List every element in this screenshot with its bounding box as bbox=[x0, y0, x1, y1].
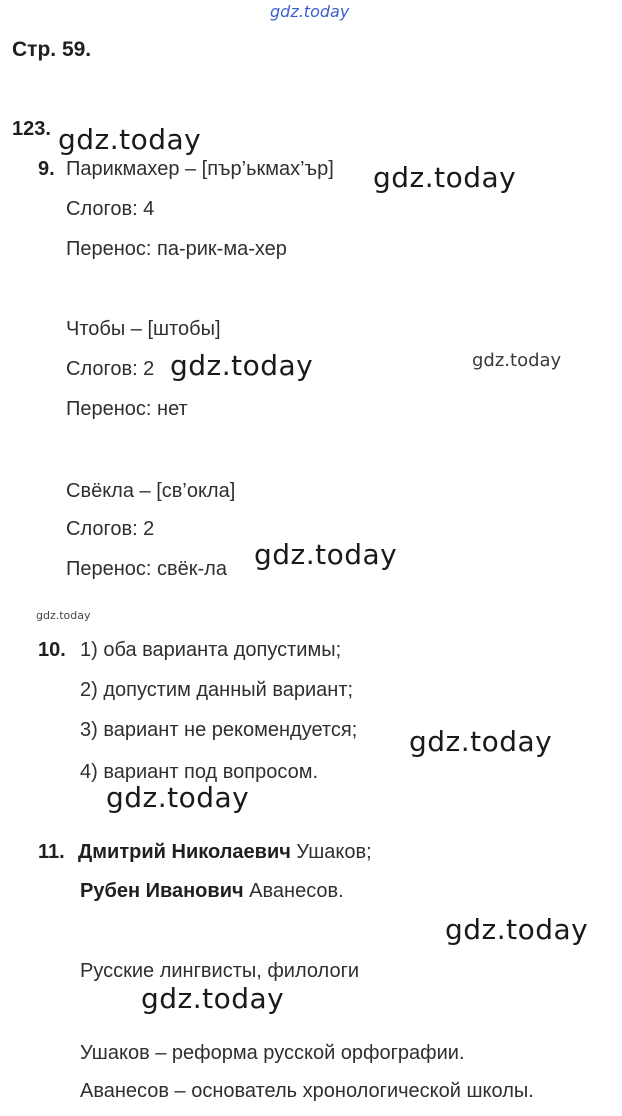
list-item: 4) вариант под вопросом. bbox=[80, 761, 319, 783]
syllable-count: Слогов: 4 bbox=[66, 198, 155, 220]
watermark-top: gdz.today bbox=[270, 2, 350, 21]
answer-line: Русские лингвисты, филологи bbox=[80, 960, 360, 982]
word-line bbox=[66, 157, 334, 181]
word-line bbox=[66, 317, 221, 341]
hyphenation: Перенос: па-рик-ма-хер bbox=[66, 238, 287, 260]
watermark-small: gdz.today bbox=[36, 609, 91, 622]
name-bold: Рубен Иванович bbox=[80, 880, 244, 902]
answer-line: Ушаков – реформа русской орфографии. bbox=[80, 1042, 465, 1064]
name-bold: Дмитрий Николаевич bbox=[78, 841, 291, 863]
syllable-count: Слогов: 2 bbox=[66, 358, 155, 380]
watermark: gdz.today bbox=[170, 349, 314, 382]
question-number-9: 9. bbox=[38, 158, 55, 180]
word-line bbox=[66, 479, 235, 503]
word: Свёкла bbox=[66, 480, 134, 502]
transcription: – [пър’ькмах’ър] bbox=[179, 158, 334, 180]
watermark: gdz.today bbox=[409, 725, 553, 758]
surname: Аванесов. bbox=[243, 880, 344, 902]
transcription: – [св’окла] bbox=[133, 480, 236, 502]
question-number-10: 10. bbox=[38, 639, 66, 661]
word: Парикмахер bbox=[66, 158, 180, 180]
hyphenation: Перенос: свёк-ла bbox=[66, 558, 227, 580]
answer-line: Аванесов – основатель хронологической школы. bbox=[80, 1080, 534, 1102]
syllable-count: Слогов: 2 bbox=[66, 518, 155, 540]
watermark: gdz.today bbox=[106, 781, 250, 814]
answer-line bbox=[78, 840, 372, 864]
watermark: gdz.today bbox=[472, 350, 562, 371]
watermark: gdz.today bbox=[373, 161, 517, 194]
answer-line bbox=[80, 879, 344, 903]
watermark: gdz.today bbox=[254, 538, 398, 571]
hyphenation: Перенос: нет bbox=[66, 398, 188, 420]
watermark: gdz.today bbox=[141, 982, 285, 1015]
task-number: 123. bbox=[12, 118, 51, 140]
surname: Ушаков; bbox=[290, 841, 372, 863]
transcription: – [штобы] bbox=[125, 318, 221, 340]
list-item: 1) оба варианта допустимы; bbox=[80, 639, 342, 661]
page-title: Стр. 59. bbox=[12, 38, 92, 61]
watermark: gdz.today bbox=[58, 123, 202, 156]
list-item: 2) допустим данный вариант; bbox=[80, 679, 354, 701]
watermark: gdz.today bbox=[445, 913, 589, 946]
list-item: 3) вариант не рекомендуется; bbox=[80, 719, 358, 741]
word: Чтобы bbox=[66, 318, 126, 340]
question-number-11: 11. bbox=[38, 841, 65, 863]
